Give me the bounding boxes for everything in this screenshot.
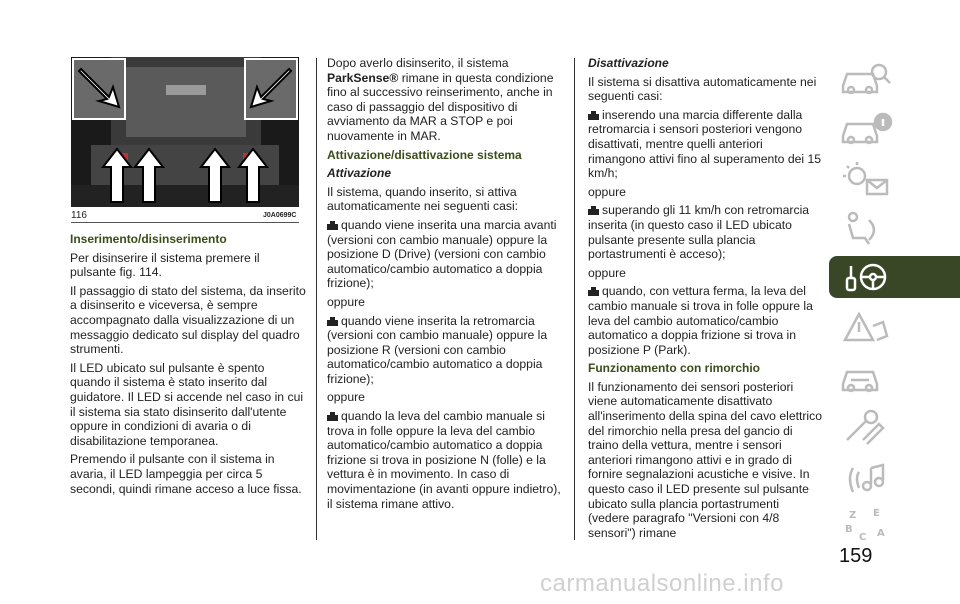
sidebar-tab-multimedia[interactable] (829, 456, 960, 498)
bullet-icon (588, 206, 599, 215)
svg-text:A: A (877, 528, 885, 539)
paragraph: Il passaggio di stato del sistema, da inserito a disinserito e viceversa, è sempre accompagnato dalla visualizzazione di un messaggio dedicato sul display del quadro strumenti. (70, 283, 306, 357)
section-heading: Funzionamento con rimorchio (588, 361, 761, 376)
section-heading: Inserimento/disinserimento (70, 232, 227, 246)
paragraph: Il funzionamento dei sensori posteriori viene automaticamente disattivato all'inserimento della spina del cavo elettrico del rimorchio nella presa del gancio di traino della vettura, mentre i sensori anteriori rimangono attivi e in grado di fornire segnalazioni acustiche e visive. In questo caso il LED presente sul pulsante ubicato sulla plancia portastrumenti (vedere paragrafo "Versioni con 4/8 sensori") rimane (588, 379, 823, 540)
intro-text-continued: rimane in questa condizione fino al successivo reinserimento, anche in caso di passaggio del dispositivo di avviamento da MAR a STOP e poi nuovamente in MAR. (327, 70, 554, 143)
paragraph: oppure (588, 184, 626, 199)
car-search-icon (839, 60, 893, 98)
lights-message-icon (839, 160, 893, 198)
sidebar-tab-lights-message[interactable] (829, 158, 960, 200)
subsection-heading: Disattivazione (588, 56, 669, 70)
bullet-icon (327, 221, 338, 230)
warning-road-icon (839, 308, 893, 346)
key-steering-wheel-icon (839, 258, 893, 296)
sidebar-tab-car-search[interactable] (829, 58, 960, 100)
watermark: carmanualsonline.info (540, 570, 784, 597)
tools-icon (839, 408, 893, 446)
paragraph: oppure (327, 294, 365, 309)
figure-code: J0A0699C (263, 212, 297, 219)
column-2 (327, 56, 562, 515)
figure-rule (71, 222, 299, 223)
column-1 (70, 232, 308, 500)
paragraph: Premendo il pulsante con il sistema in avaria, il LED lampeggia per circa 5 secondi, quindi rimane acceso a luce fissa. (70, 452, 302, 496)
column-divider (316, 58, 317, 540)
bullet-item: inserendo una marcia differente dalla retromarcia i sensori posteriori vengono disattivati, mentre quelli anteriori rimangono attivi fino al superamento dei 15 km/h; (588, 107, 822, 181)
column-divider (574, 58, 575, 540)
sidebar-tab-seat-airbag[interactable] (829, 208, 960, 250)
sidebar-tab-index[interactable] (829, 504, 960, 546)
sidebar-tab-tools[interactable] (829, 406, 960, 448)
bullet-item: quando viene inserita una marcia avanti (versioni con cambio manuale) oppure la posizione D (Drive) (versioni con cambio automatico/cambio automatico a doppia frizione); (327, 217, 557, 291)
brand-name: ParkSense® (327, 70, 399, 85)
sidebar-tab-car-service[interactable] (829, 356, 960, 398)
seat-airbag-icon (839, 210, 893, 248)
bullet-icon (588, 287, 599, 296)
page-number: 159 (839, 545, 873, 567)
car-service-icon (839, 358, 893, 396)
bullet-item: quando la leva del cambio manuale si trova in folle oppure la leva del cambio automatico/cambio automatico a doppia frizione si trova in posizione N (folle) e la vettura è in movimento. In caso di movimentazione (in avanti oppure indietro), il sistema rimane attivo. (327, 409, 561, 511)
svg-text:C: C (859, 532, 867, 543)
figure-number: 116 (71, 210, 87, 221)
bullet-item: quando, con vettura ferma, la leva del cambio manuale si trova in folle oppure la leva del cambio automatico/cambio automatico a doppia frizione si trova in posizione P (Park). (588, 284, 813, 357)
svg-text:B: B (845, 524, 853, 535)
intro-text: Dopo averlo disinserito, il sistema (327, 56, 509, 70)
paragraph: oppure (588, 265, 626, 280)
sidebar-tab-key-steering-wheel[interactable] (829, 256, 960, 298)
multimedia-icon (839, 458, 893, 496)
section-heading: Attivazione/disattivazione sistema (327, 147, 522, 162)
bullet-icon (588, 111, 599, 120)
index-icon (839, 506, 893, 544)
svg-text:E: E (873, 508, 880, 519)
bullet-item: quando viene inserita la retromarcia (versioni con cambio manuale) oppure la posizione R (versioni con cambio automatico/cambio automatico a doppia frizione); (327, 313, 548, 386)
column-3 (588, 56, 823, 544)
svg-text:Z: Z (849, 510, 857, 521)
bullet-item: superando gli 11 km/h con retromarcia inserita (in questo caso il LED ubicato pulsante presente sulla plancia portastrumenti è acceso); (588, 203, 810, 262)
rear-car-illustration (71, 57, 299, 207)
paragraph: Per disinserire il sistema premere il pulsante fig. 114. (70, 250, 260, 280)
paragraph: Il sistema si disattiva automaticamente nei seguenti casi: (588, 74, 817, 104)
bullet-icon (327, 317, 338, 326)
subsection-heading: Attivazione (327, 166, 392, 181)
paragraph: oppure (327, 390, 365, 405)
car-info-icon (839, 110, 893, 148)
paragraph: Il sistema, quando inserito, si attiva automaticamente nei seguenti casi: (327, 184, 519, 214)
figure-photo (71, 57, 299, 207)
paragraph: Il LED ubicato sul pulsante è spento quando il sistema è stato inserito dal guidatore. Il LED si accende nel caso in cui il sistema sia stato disinserito dall'utente oppure in condizioni di avaria o di disabilitazione temporanea. (70, 360, 304, 448)
sidebar-tab-car-info[interactable] (829, 108, 960, 150)
paragraph (327, 56, 562, 144)
sidebar-tab-warning-road[interactable] (829, 306, 960, 348)
bullet-icon (327, 412, 338, 421)
